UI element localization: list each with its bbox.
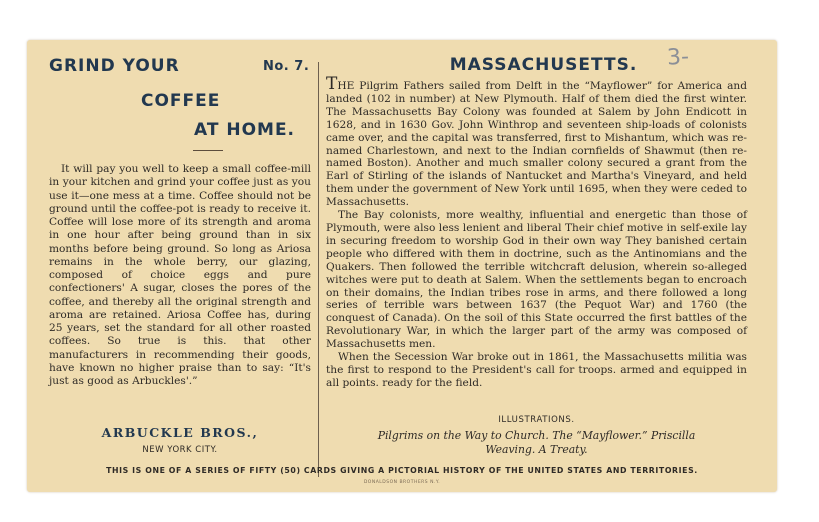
heading-coffee: COFFEE: [141, 91, 221, 111]
state-title: MASSACHUSETTS.: [449, 55, 638, 75]
coffee-advert-text: [49, 163, 311, 388]
card-number: No. 7.: [263, 59, 310, 74]
printer-credit: DONALDSON BROTHERS N.Y.: [363, 480, 441, 485]
illustrations-line-2: Weaving. A Treaty.: [485, 442, 588, 456]
heading-rule: [193, 150, 223, 151]
heading-grind-your: GRIND YOUR: [49, 56, 180, 76]
history-paragraph-1: [326, 74, 747, 209]
series-footer: THIS IS ONE OF A SERIES OF FIFTY (50) CARDS GIVING A PICTORIAL HISTORY OF THE UNITED STATES AND TERRITORIES.: [106, 466, 698, 475]
coffee-advert-paragraph: It will pay you well to keep a small coffee-mill in your kitchen and grind your coffee just as you use it—one mess at a time. Coffee should not be ground until the coffee-pot is ready to receive it. Coffee will lose more of its strength and aroma in one hour after being ground than in six months before being ground. So long as Ariosa remains in the whole berry, our glazing, composed of choice eggs and pure confectioners' A sugar, closes the pores of the coffee, and thereby all the original strength and aroma are retained. Ariosa Coffee has, during 25 years, set the standard for all other roasted coffees. So true is this. that other manufacturers in recommending their goods, have known no higher praise than to say: “It's just as good as Arbuckles'.”: [49, 163, 311, 387]
company-city: NEW YORK CITY.: [142, 445, 218, 455]
column-divider: [318, 62, 319, 477]
illustrations-line-1: Pilgrims on the Way to Church. The “Mayflower.” Priscilla: [377, 429, 696, 442]
handwritten-annotation: 3-: [666, 44, 690, 71]
history-paragraph-2: The Bay colonists, more wealthy, influential and energetic than those of Plymouth, were also less lenient and liberal Their chief motive in self-exile lay in securing freedom to worship God in their own way They banished certain people who differed with them in doctrine, such as the Antinomians and the Quakers. Then followed the terrible witchcraft delusion, wherein so-alleged witches were put to death at Salem. When the settlements began to encroach on their domains, the Indian tribes rose in arms, and there followed a long series of terrible wars between 1637 (the Pequot War) and 1760 (the conquest of Canada). On the soil of this State occurred the first battles of the Revolutionary War, in which the larger part of the army was composed of Massachusetts men.: [326, 209, 747, 351]
history-paragraph-3: When the Secession War broke out in 1861, the Massachusetts militia was the first to respond to the President's call for troops. armed and equipped in all points. ready for the field.: [326, 351, 747, 389]
drop-cap: T: [326, 74, 338, 94]
heading-at-home: AT HOME.: [194, 120, 296, 140]
history-text: [326, 74, 747, 390]
company-name: ARBUCKLE BROS.,: [101, 425, 259, 440]
illustrations-list: [326, 429, 747, 456]
history-paragraph-1-text: HE Pilgrim Fathers sailed from Delft in the “Mayflower” for America and landed (102 in number) at New Plymouth. Half of them died the first winter. The Massachusetts Bay Colony was founded at Salem by John Endicott in 1628, and in 1630 Gov. John Winthrop and seventeen ship-loads of colonists came over, and the capital was transferred, first to Mishantum, which was re-named Charlestown, and next to the Indian cornfields of Shawmut (then re-named Boston). Another and much smaller colony secured a grant from the Earl of Stirling of the islands of Nantucket and Martha's Vineyard, and held them under the government of New York until 1695, when they were ceded to Massachusetts.: [326, 80, 747, 209]
trade-card: [27, 40, 777, 492]
illustrations-label: ILLUSTRATIONS.: [498, 415, 575, 425]
